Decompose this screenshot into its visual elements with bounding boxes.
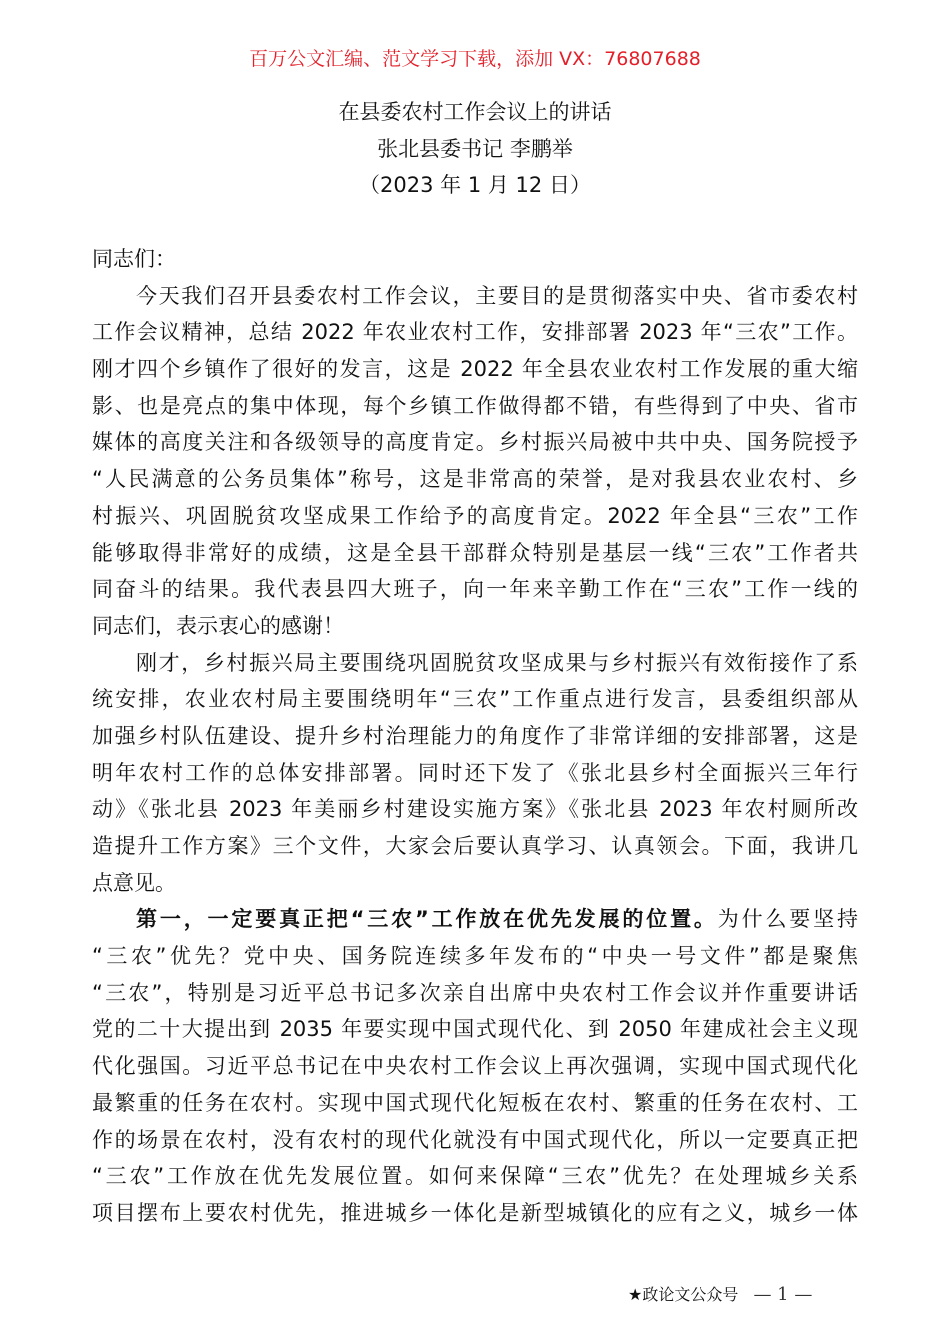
- paragraph-line: “三农”优先？党中央、国务院连续多年发布的“中央一号文件”都是聚焦: [92, 944, 858, 969]
- paragraph-line: 统安排，农业农村局主要围绕明年“三农”工作重点进行发言，县委组织部从: [92, 687, 858, 712]
- salutation: 同志们：: [92, 247, 176, 271]
- paragraph-line: 造提升工作方案》三个文件，大家会后要认真学习、认真领会。下面，我讲几: [92, 834, 858, 858]
- paragraph-line: “三农”工作放在优先发展位置。如何来保障“三农”优先？在处理城乡关系: [92, 1164, 858, 1189]
- section-heading-tail: 为什么要坚持: [717, 907, 858, 932]
- page-footer: [628, 1283, 812, 1307]
- paragraph-line: 动》《张北县 2023 年美丽乡村建设实施方案》《张北县 2023 年农村厕所改: [92, 797, 858, 822]
- paragraph-line: 影、也是亮点的集中体现，每个乡镇工作做得都不错，有些得到了中央、省市: [92, 393, 858, 418]
- paragraph-line: 能够取得非常好的成绩，这是全县干部群众特别是基层一线“三农”工作者共: [92, 540, 858, 565]
- section-heading: 第一，一定要真正把“三农”工作放在优先发展的位置。: [136, 907, 718, 932]
- paragraph-line: 明年农村工作的总体安排部署。同时还下发了《张北县乡村全面振兴三年行: [92, 760, 858, 785]
- paragraph-line: 刚才四个乡镇作了很好的发言，这是 2022 年全县农业农村工作发展的重大缩: [92, 357, 858, 382]
- paragraph-line: 党的二十大提出到 2035 年要实现中国式现代化、到 2050 年建成社会主义现: [92, 1017, 858, 1042]
- paragraph-line: 媒体的高度关注和各级领导的高度肯定。乡村振兴局被中共中央、国务院授予: [92, 430, 858, 455]
- paragraph-line: 村振兴、巩固脱贫攻坚成果工作给予的高度肯定。2022 年全县“三农”工作: [92, 503, 858, 528]
- paragraph-line: 同奋斗的结果。我代表县四大班子，向一年来辛勤工作在“三农”工作一线的: [92, 577, 858, 602]
- footer-source: ★政论文公众号: [628, 1285, 739, 1304]
- paragraph-line: 作的场景在农村，没有农村的现代化就没有中国式现代化，所以一定要真正把: [92, 1127, 858, 1152]
- paragraph-line: 刚才，乡村振兴局主要围绕巩固脱贫攻坚成果与乡村振兴有效衔接作了系: [136, 650, 858, 675]
- paragraph-line: 代化强国。习近平总书记在中央农村工作会议上再次强调，实现中国式现代化: [92, 1054, 858, 1079]
- paragraph-line: 最繁重的任务在农村。实现中国式现代化短板在农村、繁重的任务在农村、工: [92, 1090, 858, 1115]
- document-author: 张北县委书记 李鹏举: [377, 137, 573, 161]
- paragraph-line: “人民满意的公务员集体”称号，这是非常高的荣誉，是对我县农业农村、乡: [92, 467, 858, 492]
- paragraph-line: 同志们，表示衷心的感谢！: [92, 613, 344, 638]
- section-heading-line: [92, 901, 858, 938]
- paragraph-line: 工作会议精神，总结 2022 年农业农村工作，安排部署 2023 年“三农”工作。: [92, 320, 858, 345]
- page-number: — 1 —: [753, 1284, 813, 1305]
- watermark-banner: 百万公文汇编、范文学习下载，添加 VX：76807688: [249, 48, 701, 70]
- paragraph-line: 项目摆布上要农村优先，推进城乡一体化是新型城镇化的应有之义，城乡一体: [92, 1200, 858, 1225]
- paragraph-line: 加强乡村队伍建设、提升乡村治理能力的角度作了非常详细的安排部署，这是: [92, 723, 858, 748]
- paragraph-line: “三农”，特别是习近平总书记多次亲自出席中央农村工作会议并作重要讲话: [92, 980, 858, 1005]
- paragraph-line: 今天我们召开县委农村工作会议，主要目的是贯彻落实中央、省市委农村: [136, 283, 858, 308]
- paragraph-line: 点意见。: [92, 870, 176, 895]
- document-body: [92, 241, 858, 1232]
- document-title: 在县委农村工作会议上的讲话: [338, 100, 612, 124]
- document-date: （2023 年 1 月 12 日）: [359, 173, 591, 197]
